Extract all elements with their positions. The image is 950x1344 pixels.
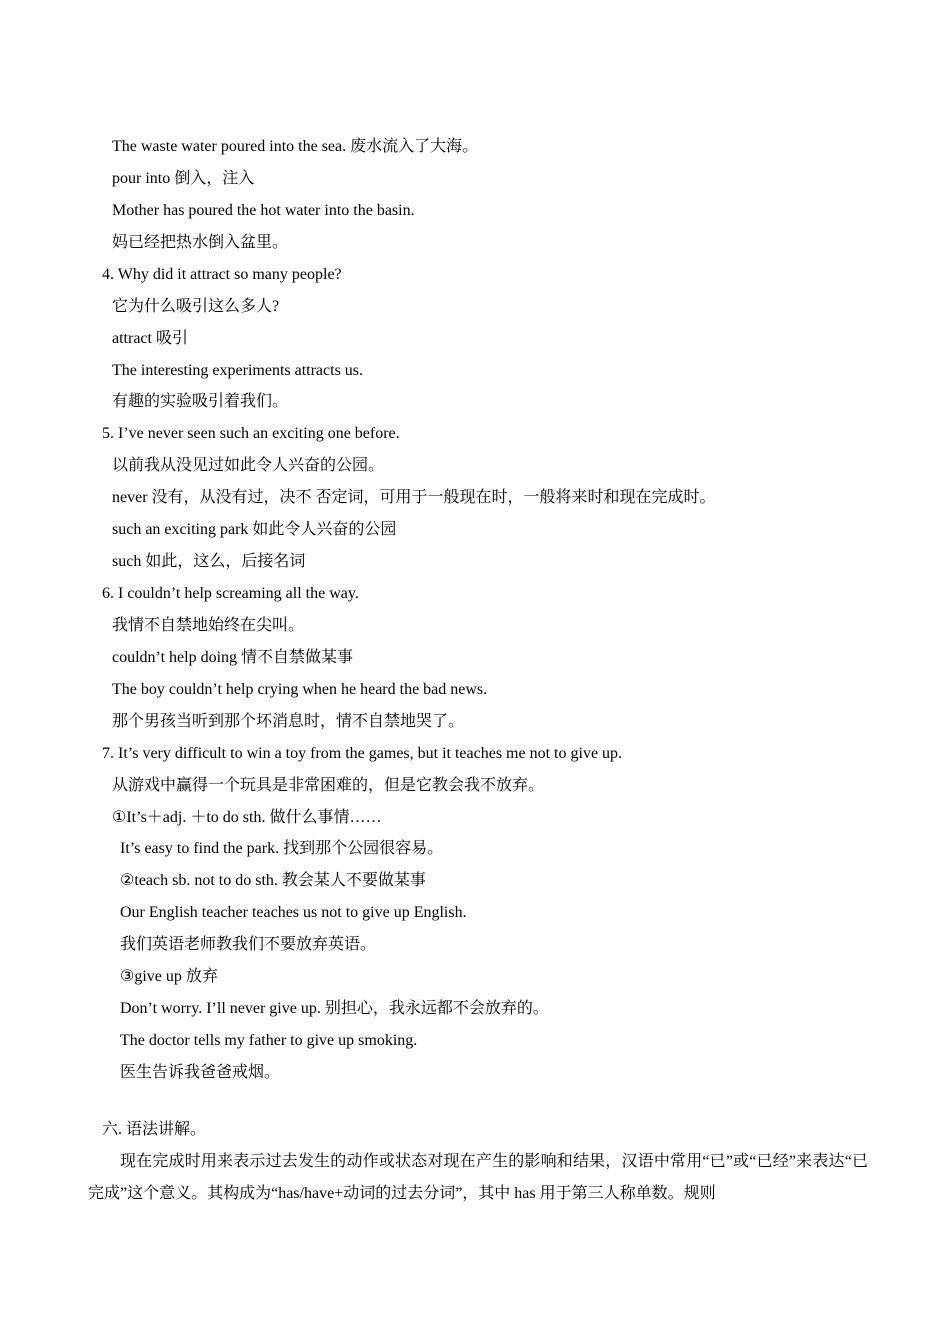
text-line: attract 吸引 xyxy=(112,329,188,347)
text-line: 从游戏中赢得一个玩具是非常困难的，但是它教会我不放弃。 xyxy=(112,776,545,794)
text-line: such 如此，这么，后接名词 xyxy=(112,553,306,571)
text-line: 妈已经把热水倒入盆里。 xyxy=(112,233,289,251)
text-line: ②teach sb. not to do sth. 教会某人不要做某事 xyxy=(120,872,426,890)
text-line: never 没有，从没有过，决不 否定词，可用于一般现在时，一般将来时和现在完成时。 xyxy=(112,489,716,507)
text-line: 以前我从没见过如此令人兴奋的公园。 xyxy=(112,457,385,475)
text-line: Don’t worry. I’ll never give up. 别担心，我永远都不会放弃的。 xyxy=(120,1000,549,1018)
text-line: 5. I’ve never seen such an exciting one before. xyxy=(102,425,400,443)
section-heading: 六. 语法讲解。 xyxy=(102,1121,207,1138)
text-line: 我情不自禁地始终在尖叫。 xyxy=(112,616,305,634)
text-line: The boy couldn’t help crying when he heard the bad news. xyxy=(112,680,488,698)
text-line: 7. It’s very difficult to win a toy from the games, but it teaches me not to give up. xyxy=(102,744,623,762)
text-line: pour into 倒入，注入 xyxy=(112,169,255,187)
text-line: 医生告诉我爸爸戒烟。 xyxy=(120,1063,281,1081)
text-line: 4. Why did it attract so many people? xyxy=(102,265,342,283)
text-line: 6. I couldn’t help screaming all the way. xyxy=(102,585,359,603)
text-line: such an exciting park 如此令人兴奋的公园 xyxy=(112,521,397,539)
text-line: The doctor tells my father to give up smoking. xyxy=(120,1032,418,1050)
text-line: ①It’s＋adj. ＋to do sth. 做什么事情…… xyxy=(112,808,382,826)
text-line: 那个男孩当听到那个坏消息时，情不自禁地哭了。 xyxy=(112,712,465,730)
grammar-paragraph-text: 现在完成时用来表示过去发生的动作或状态对现在产生的影响和结果，汉语中常用“已”或“已经”来表达“已完成”这个意义。其构成为“has/have+动词的过去分词”，其中 has 用于第三人称单数。规则 xyxy=(88,1153,868,1202)
text-line: It’s easy to find the park. 找到那个公园很容易。 xyxy=(120,840,444,858)
text-line: The interesting experiments attracts us. xyxy=(112,361,364,379)
text-line: 我们英语老师教我们不要放弃英语。 xyxy=(120,936,377,954)
text-line: 有趣的实验吸引着我们。 xyxy=(112,393,289,411)
text-line: Mother has poured the hot water into the basin. xyxy=(112,201,415,219)
text-line: Our English teacher teaches us not to give up English. xyxy=(120,904,467,922)
text-line: ③give up 放弃 xyxy=(120,968,218,986)
text-line: The waste water poured into the sea. 废水流入了大海。 xyxy=(112,138,479,155)
grammar-paragraph xyxy=(88,1146,868,1210)
text-line: 它为什么吸引这么多人? xyxy=(112,297,280,315)
text-line: couldn’t help doing 情不自禁做某事 xyxy=(112,648,354,666)
